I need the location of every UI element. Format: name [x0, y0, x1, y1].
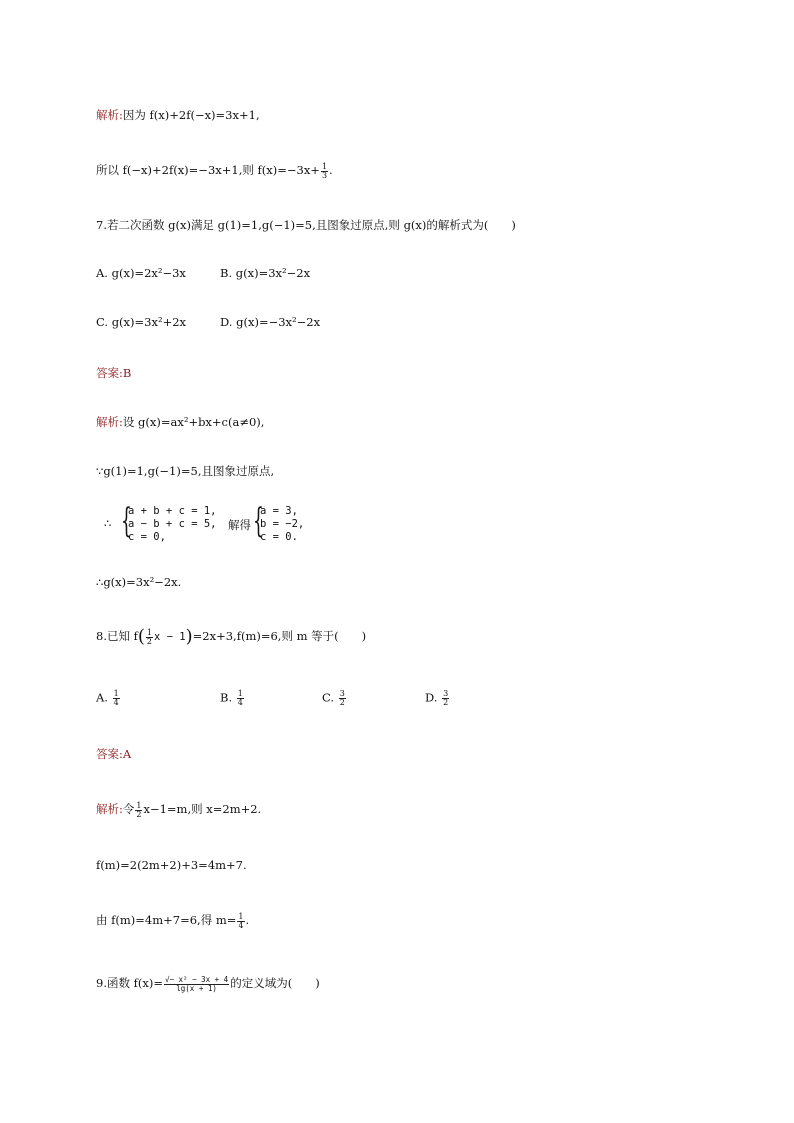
q8-middle: x − 1 — [154, 631, 186, 643]
fraction — [237, 690, 244, 707]
q8-option-c — [322, 690, 347, 707]
denominator: 4 — [238, 920, 244, 930]
fraction — [321, 163, 328, 180]
denominator: 2 — [146, 636, 153, 646]
paren-open: ( — [137, 626, 145, 647]
numerator: 1 — [237, 689, 243, 698]
numerator: 1 — [238, 911, 244, 921]
numerator: 1 — [136, 800, 142, 810]
numerator: 3 — [339, 689, 345, 698]
solution-7-line-1 — [96, 414, 264, 430]
denominator: 2 — [339, 698, 345, 707]
q7-option-c: C. g(x)=3x²+2x — [96, 315, 187, 329]
q8-option-d — [425, 690, 450, 707]
solution-label: 解析: — [96, 415, 123, 429]
fraction — [146, 629, 153, 646]
fraction — [113, 690, 120, 707]
q8-option-b — [220, 690, 245, 707]
solution-text: x−1=m,则 x=2m+2. — [143, 802, 262, 816]
question-9 — [96, 975, 320, 993]
solution-text: 所以 f(−x)+2f(x)=−3x+1,则 f(x)=−3x+ — [96, 163, 320, 177]
left-brace-2: { — [253, 501, 264, 541]
q7-option-d: D. g(x)=−3x²−2x — [220, 315, 321, 329]
solution-6-line-1 — [96, 107, 260, 123]
option-label: B. — [220, 690, 236, 705]
solution-8-line-1 — [96, 801, 261, 819]
answer-7: 答案:B — [96, 366, 132, 380]
question-8 — [96, 628, 366, 646]
q8-option-a — [96, 690, 121, 707]
numerator: 1 — [321, 161, 328, 171]
solution-text: 由 f(m)=4m+7=6,得 m= — [96, 913, 237, 927]
denominator: 4 — [237, 698, 243, 707]
denominator: lg(x + 1) — [176, 983, 217, 993]
solution-label: 解析: — [96, 802, 123, 816]
numerator: 3 — [443, 689, 449, 698]
fraction — [164, 976, 229, 993]
question-7: 7.若二次函数 g(x)满足 g(1)=1,g(−1)=5,且图象过原点,则 g(x)的解析式为( ) — [96, 218, 516, 232]
solution-7-line-2: ∵g(1)=1,g(−1)=5,且图象过原点, — [96, 464, 275, 478]
therefore-symbol: ∴ — [104, 516, 112, 530]
denominator: 2 — [443, 698, 449, 707]
denominator: 4 — [113, 698, 119, 707]
denominator: 3 — [321, 170, 328, 180]
period: . — [245, 913, 250, 927]
period: . — [329, 163, 333, 177]
solution-8-line-3 — [96, 912, 249, 930]
answer-8: 答案:A — [96, 747, 132, 761]
solution-label: 解析: — [96, 108, 123, 122]
left-brace-1: { — [121, 501, 132, 541]
numerator: 1 — [146, 627, 153, 637]
fraction — [237, 913, 244, 930]
fraction — [135, 802, 142, 819]
solution-8-line-2: f(m)=2(2m+2)+3=4m+7. — [96, 858, 247, 872]
fraction — [339, 690, 346, 707]
numerator: 1 — [113, 689, 119, 698]
solution-6-line-2 — [96, 162, 333, 180]
option-label: C. — [322, 690, 338, 705]
paren-close: ) — [185, 626, 193, 647]
solution-7-result: ∴g(x)=3x²−2x. — [96, 575, 182, 589]
equation-system-1: a + b + c = 1, a − b + c = 5, c = 0, — [128, 505, 217, 543]
numerator: √− x² − 3x + 4 — [164, 974, 229, 984]
option-label: D. — [425, 690, 442, 705]
q8-suffix: =2x+3,f(m)=6,则 m 等于( ) — [192, 629, 367, 643]
denominator: 2 — [136, 809, 142, 819]
q7-option-a: A. g(x)=2x²−3x — [96, 266, 186, 280]
fraction — [442, 690, 449, 707]
solution-text: 设 g(x)=ax²+bx+c(a≠0), — [122, 415, 265, 429]
q9-prefix: 9.函数 f(x)= — [96, 976, 163, 990]
option-label: A. — [96, 690, 112, 705]
solve-label: 解得 — [228, 518, 251, 532]
solution-text: 因为 f(x)+2f(−x)=3x+1, — [122, 108, 260, 122]
q8-prefix: 8.已知 f — [96, 629, 138, 643]
q7-option-b: B. g(x)=3x²−2x — [220, 266, 311, 280]
equation-system-2: a = 3, b = −2, c = 0. — [260, 505, 305, 543]
q9-suffix: 的定义域为( ) — [230, 976, 320, 990]
solution-text: 令 — [122, 802, 135, 816]
